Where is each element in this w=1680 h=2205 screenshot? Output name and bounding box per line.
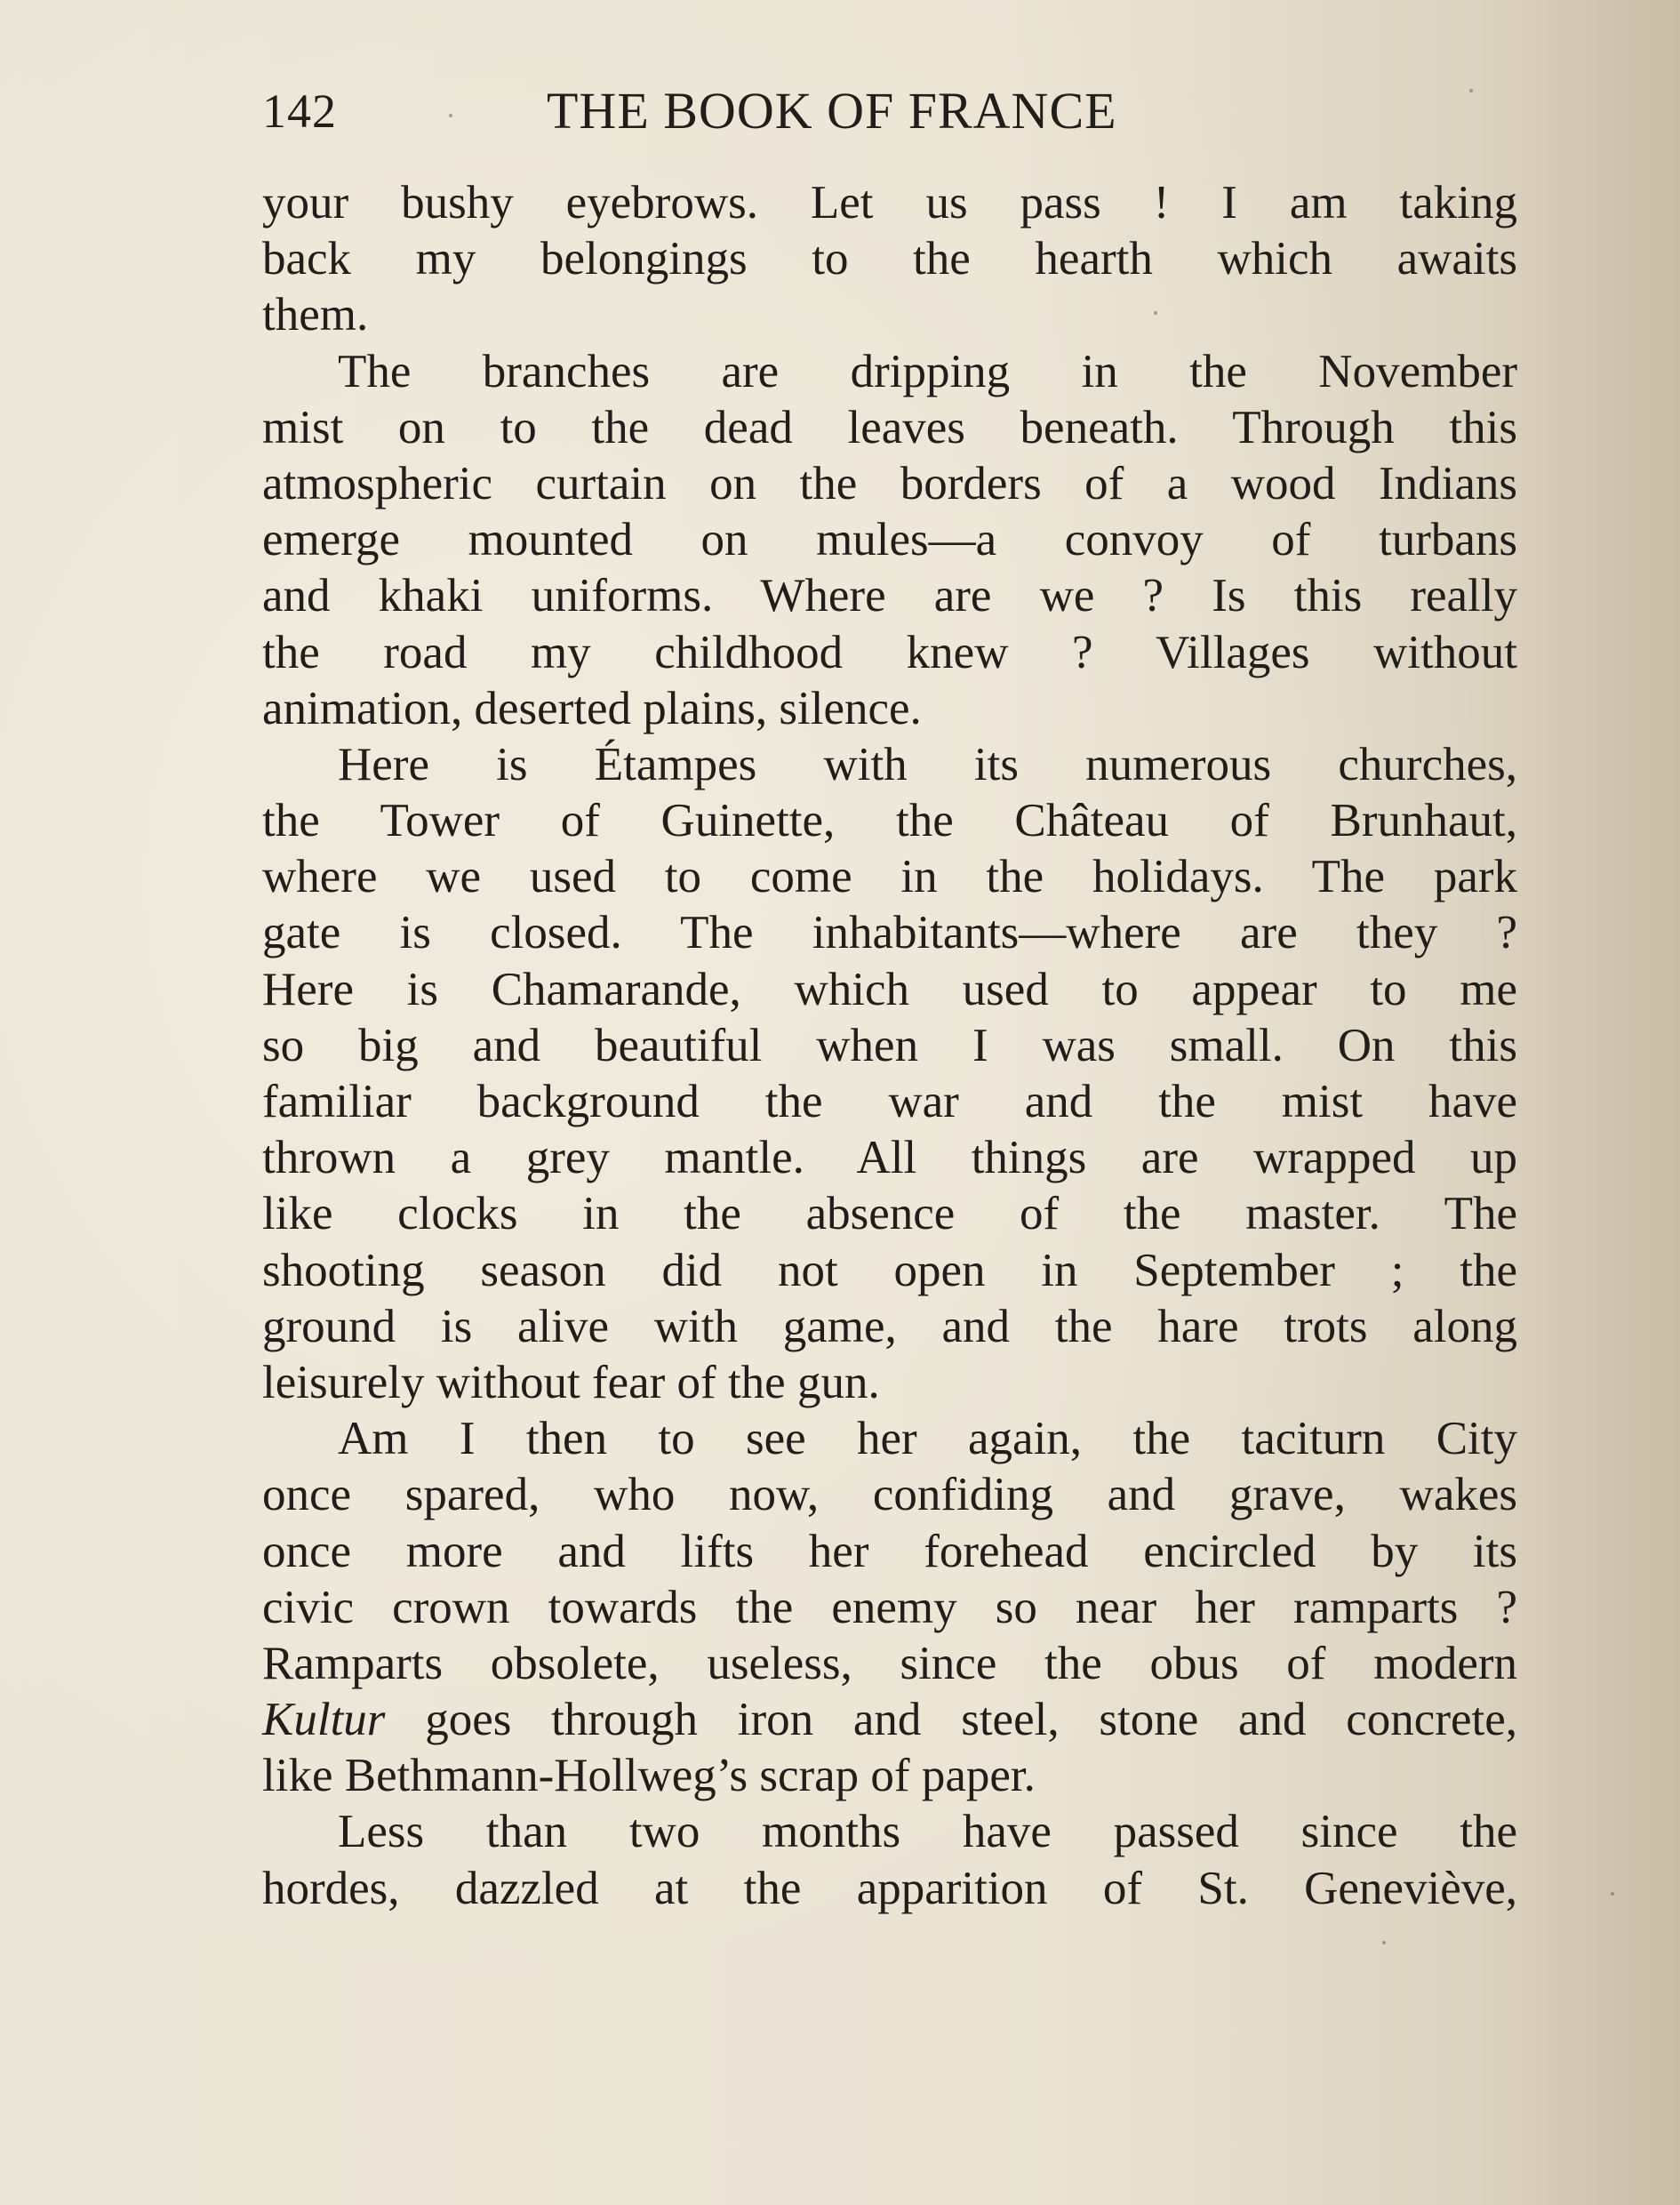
running-head — [262, 71, 1258, 151]
paper-speck — [449, 114, 452, 117]
text-line: the road my childhood knew ? Villages without — [262, 626, 1517, 678]
text-line: back my belongings to the hearth which awaits — [262, 233, 1517, 285]
text-line: once spared, who now, confiding and grave, wakes — [262, 1469, 1517, 1521]
text-line: like Bethmann-Hollweg’s scrap of paper. — [262, 1750, 1036, 1802]
text-line-with-italic — [262, 1692, 1517, 1748]
text-line: animation, deserted plains, silence. — [262, 682, 922, 734]
text-line: like clocks in the absence of the master. The — [262, 1188, 1517, 1240]
paragraph-first-line: The branches are dripping in the November — [338, 345, 1517, 397]
text-line: so big and beautiful when I was small. On this — [262, 1019, 1517, 1071]
paper-speck — [1154, 311, 1157, 315]
text-line: familiar background the war and the mist have — [262, 1076, 1517, 1127]
text-line: once more and lifts her forehead encircled by its — [262, 1525, 1517, 1577]
text-line: hordes, dazzled at the apparition of St. Geneviève, — [262, 1862, 1517, 1914]
body-text — [262, 175, 1517, 1917]
text-line: gate is closed. The inhabitants—where are they ? — [262, 907, 1517, 959]
paragraph-first-line: Am I then to see her again, the taciturn City — [338, 1413, 1517, 1465]
text-line: mist on to the dead leaves beneath. Through this — [262, 401, 1517, 453]
text-line: shooting season did not open in September ; the — [262, 1244, 1517, 1296]
text-line: Here is Chamarande, which used to appear to me — [262, 963, 1517, 1015]
text-line: ground is alive with game, and the hare trots along — [262, 1300, 1517, 1352]
text-line-rest: goes through iron and steel, stone and concrete, — [385, 1694, 1517, 1746]
paragraph-first-line: Here is Étampes with its numerous churches, — [338, 738, 1517, 790]
text-line: Ramparts obsolete, useless, since the obus of modern — [262, 1637, 1517, 1689]
page-number: 142 — [262, 84, 337, 138]
text-line: civic crown towards the enemy so near her ramparts ? — [262, 1581, 1517, 1633]
text-line: thrown a grey mantle. All things are wrapped up — [262, 1132, 1517, 1184]
text-line: emerge mounted on mules—a convoy of turbans — [262, 514, 1517, 566]
text-line: where we used to come in the holidays. The park — [262, 851, 1517, 903]
text-line: atmospheric curtain on the borders of a wood Indians — [262, 457, 1517, 509]
text-line: and khaki uniforms. Where are we ? Is this really — [262, 570, 1517, 622]
text-line: leisurely without fear of the gun. — [262, 1356, 880, 1408]
text-line: the Tower of Guinette, the Château of Brunhaut, — [262, 795, 1517, 847]
italic-word: Kultur — [262, 1694, 386, 1746]
paragraph-first-line: Less than two months have passed since the — [338, 1806, 1517, 1858]
paper-speck — [1469, 89, 1473, 92]
text-line: your bushy eyebrows. Let us pass ! I am taking — [262, 177, 1517, 229]
paper-speck — [1382, 1941, 1386, 1944]
paper-speck — [1611, 1892, 1614, 1896]
text-line: them. — [262, 289, 369, 341]
running-title: THE BOOK OF FRANCE — [547, 82, 1117, 140]
